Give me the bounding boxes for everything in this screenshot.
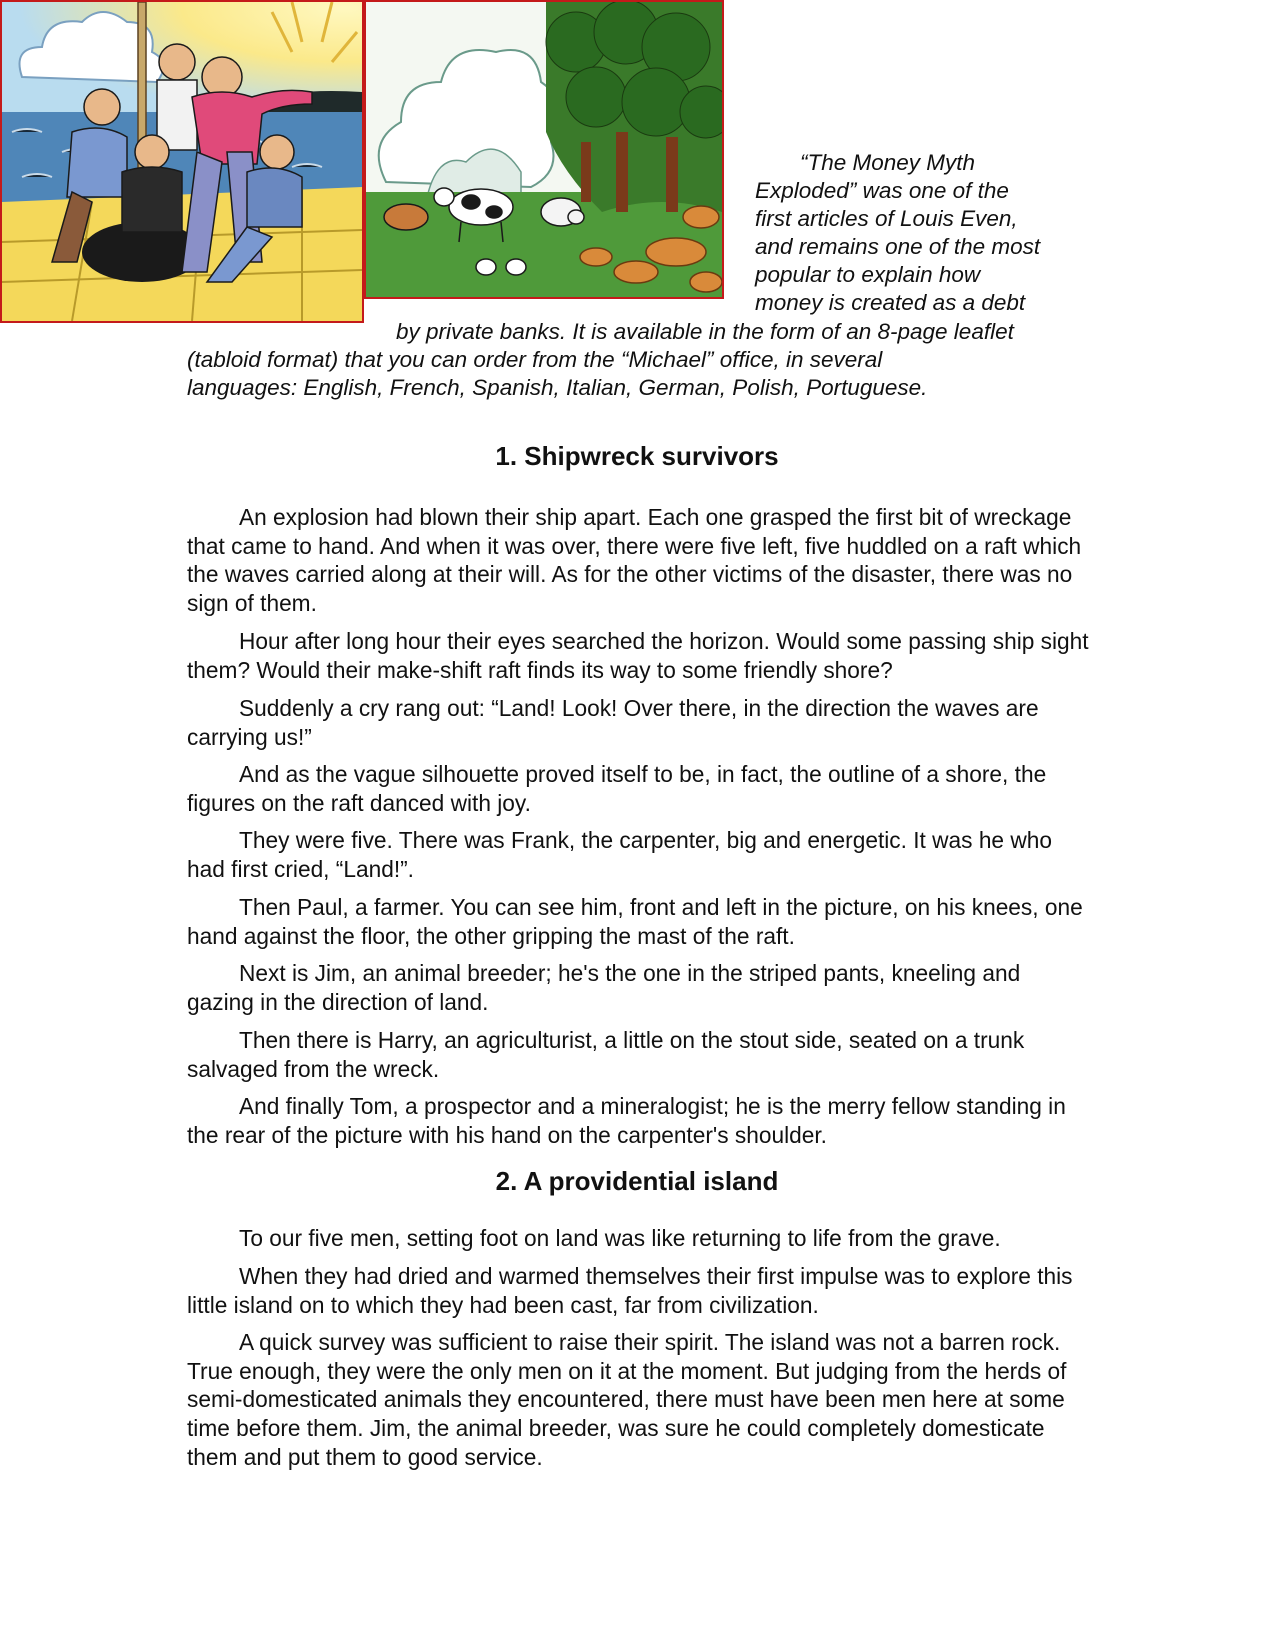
paragraph: And finally Tom, a prospector and a mineralogist; he is the merry fellow standing in the rear of the picture with his hand on the carpenter's shoulder.	[187, 1093, 1066, 1148]
paragraph: Suddenly a cry rang out: “Land! Look! Over there, in the direction the waves are carrying us!”	[187, 695, 1039, 750]
intro-line: and remains one of the most	[755, 234, 1041, 259]
paragraph: Then Paul, a farmer. You can see him, front and left in the picture, on his knees, one hand against the floor, the other gripping the mast of the raft.	[187, 894, 1083, 949]
intro-line: Exploded” was one of the	[755, 178, 1009, 203]
intro-line: languages: English, French, Spanish, Italian, German, Polish, Portuguese.	[187, 375, 928, 400]
intro-line: by private banks. It is available in the form of an 8-page leaflet	[396, 319, 1014, 344]
section-heading: 2. A providential island	[495, 1166, 779, 1196]
section-heading: 1. Shipwreck survivors	[495, 441, 779, 471]
paragraph: To our five men, setting foot on land was like returning to life from the grave.	[239, 1225, 1001, 1251]
intro-line: (tabloid format) that you can order from the “Michael” office, in several	[187, 347, 883, 372]
raft-illustration	[0, 0, 364, 323]
paragraph: Hour after long hour their eyes searched the horizon. Would some passing ship sight them? Would their make-shift raft finds its way to some friendly shore?	[187, 628, 1089, 683]
island-animals-illustration	[364, 0, 724, 299]
intro-line: “The Money Myth	[800, 150, 976, 175]
paragraph: An explosion had blown their ship apart. Each one grasped the first bit of wreckage that came to hand. And when it was over, there were five left, five huddled on a raft which the waves carried along at their will. As for the other victims of the disaster, there was no sign of them.	[187, 504, 1082, 617]
intro-line: first articles of Louis Even,	[755, 206, 1018, 231]
paragraph: Then there is Harry, an agriculturist, a little on the stout side, seated on a trunk salvaged from the wreck.	[187, 1027, 1025, 1082]
paragraph: A quick survey was sufficient to raise their spirit. The island was not a barren rock. True enough, they were the only men on it at the moment. But judging from the herds of semi-domesticated animals they encountered, there must have been men here at some time before them. Jim, the animal breeder, was sure he could completely domesticate them and put them to good service.	[187, 1329, 1067, 1470]
paragraph: And as the vague silhouette proved itself to be, in fact, the outline of a shore, the figures on the raft danced with joy.	[187, 761, 1047, 816]
paragraph: When they had dried and warmed themselves their first impulse was to explore this little island on to which they had been cast, far from civilization.	[187, 1263, 1073, 1318]
paragraph: They were five. There was Frank, the carpenter, big and energetic. It was he who had first cried, “Land!”.	[187, 827, 1052, 882]
intro-line: money is created as a debt	[755, 290, 1026, 315]
intro-line: popular to explain how	[755, 262, 981, 287]
paragraph: Next is Jim, an animal breeder; he's the one in the striped pants, kneeling and gazing in the direction of land.	[187, 960, 1021, 1015]
